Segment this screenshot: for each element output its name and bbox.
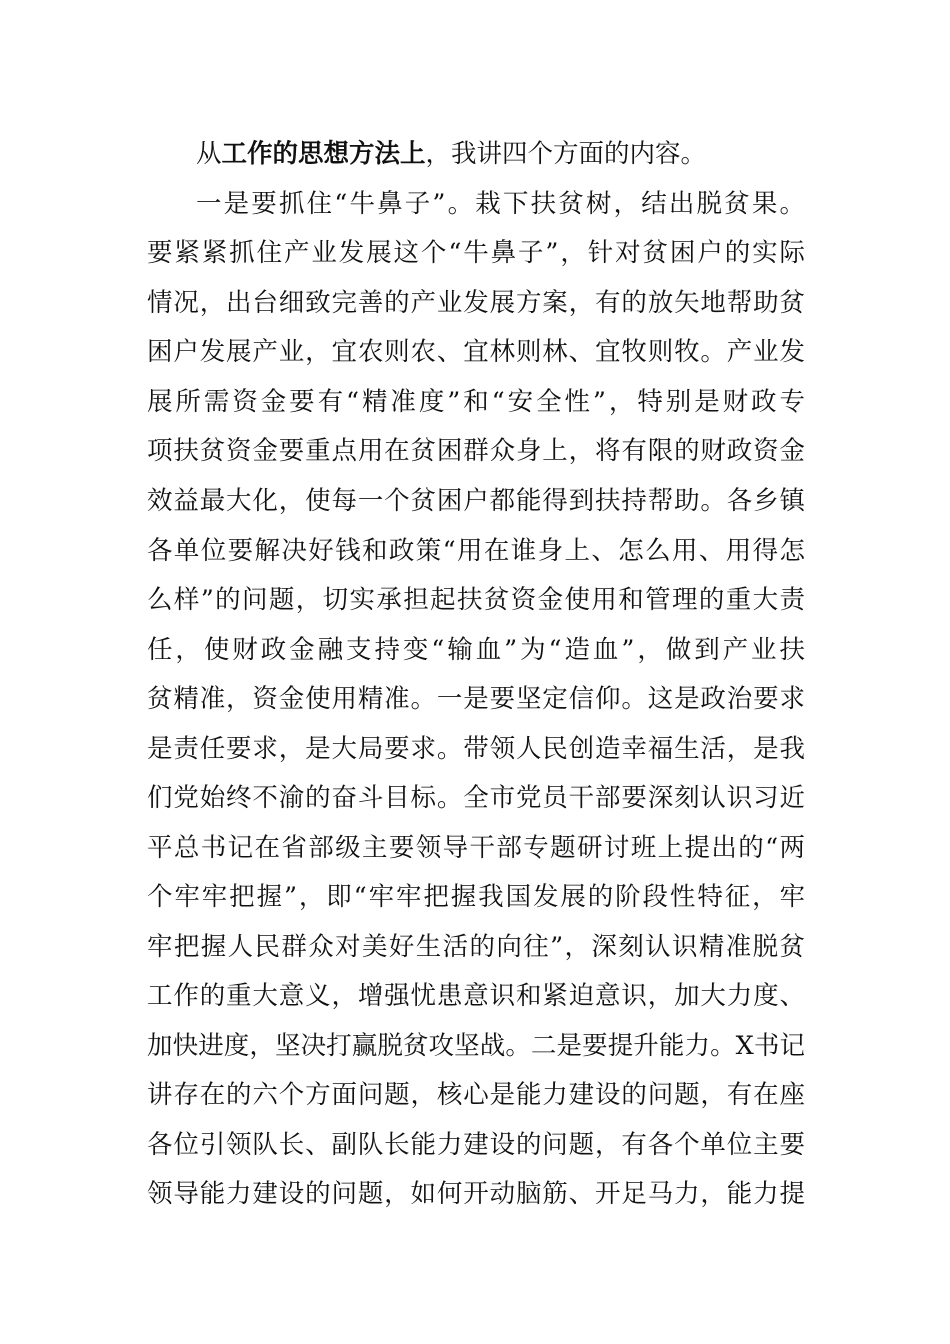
paragraph-line: 工作的重大意义，增强忧患意识和紧迫意识，加大力度、 — [147, 981, 805, 1011]
paragraph-line: 各单位要解决好钱和政策“用在谁身上、怎么用、用得怎 — [147, 536, 805, 566]
paragraph-line: 们党始终不渝的奋斗目标。全市党员干部要深刻认识习近 — [147, 783, 805, 813]
paragraph-line: 一是要抓住“牛鼻子”。栽下扶贫树，结出脱贫果。 — [196, 189, 805, 219]
paragraph-line: 项扶贫资金要重点用在贫困群众身上，将有限的财政资金 — [147, 436, 805, 466]
paragraph-line: 困户发展产业，宜农则农、宜林则林、宜牧则牧。产业发 — [147, 337, 805, 367]
paragraph-line: 领导能力建设的问题，如何开动脑筋、开足马力，能力提 — [147, 1179, 805, 1209]
paragraph-line: 任，使财政金融支持变“输血”为“造血”，做到产业扶 — [147, 635, 805, 665]
paragraph-line: 效益最大化，使每一个贫困户都能得到扶持帮助。各乡镇 — [147, 486, 805, 516]
paragraph-line: 贫精准，资金使用精准。一是要坚定信仰。这是政治要求 — [147, 684, 805, 714]
intro-line — [196, 134, 805, 174]
intro-suffix: ，我讲四个方面的内容。 — [425, 139, 707, 169]
paragraph-line: 要紧紧抓住产业发展这个“牛鼻子”，针对贫困户的实际 — [147, 238, 805, 268]
intro-prefix: 从 — [196, 139, 222, 169]
intro-bold-phrase: 工作的思想方法上 — [221, 139, 426, 169]
paragraph-line: 加快进度，坚决打赢脱贫攻坚战。二是要提升能力。X书记 — [147, 1031, 805, 1061]
paragraph-line: 平总书记在省部级主要领导干部专题研讨班上提出的“两 — [147, 833, 805, 863]
paragraph-line: 是责任要求，是大局要求。带领人民创造幸福生活，是我 — [147, 734, 805, 764]
paragraph-line: 展所需资金要有“精准度”和“安全性”，特别是财政专 — [147, 387, 805, 417]
paragraph-line: 各位引领队长、副队长能力建设的问题，有各个单位主要 — [147, 1130, 805, 1160]
paragraph-line: 情况，出台细致完善的产业发展方案，有的放矢地帮助贫 — [147, 288, 805, 318]
paragraph-line: 牢把握人民群众对美好生活的向往”，深刻认识精准脱贫 — [147, 932, 805, 962]
paragraph-line: 个牢牢把握”，即“牢牢把握我国发展的阶段性特征，牢 — [147, 882, 805, 912]
paragraph-line: 讲存在的六个方面问题，核心是能力建设的问题，有在座 — [147, 1080, 805, 1110]
paragraph-line: 么样”的问题，切实承担起扶贫资金使用和管理的重大责 — [147, 585, 805, 615]
